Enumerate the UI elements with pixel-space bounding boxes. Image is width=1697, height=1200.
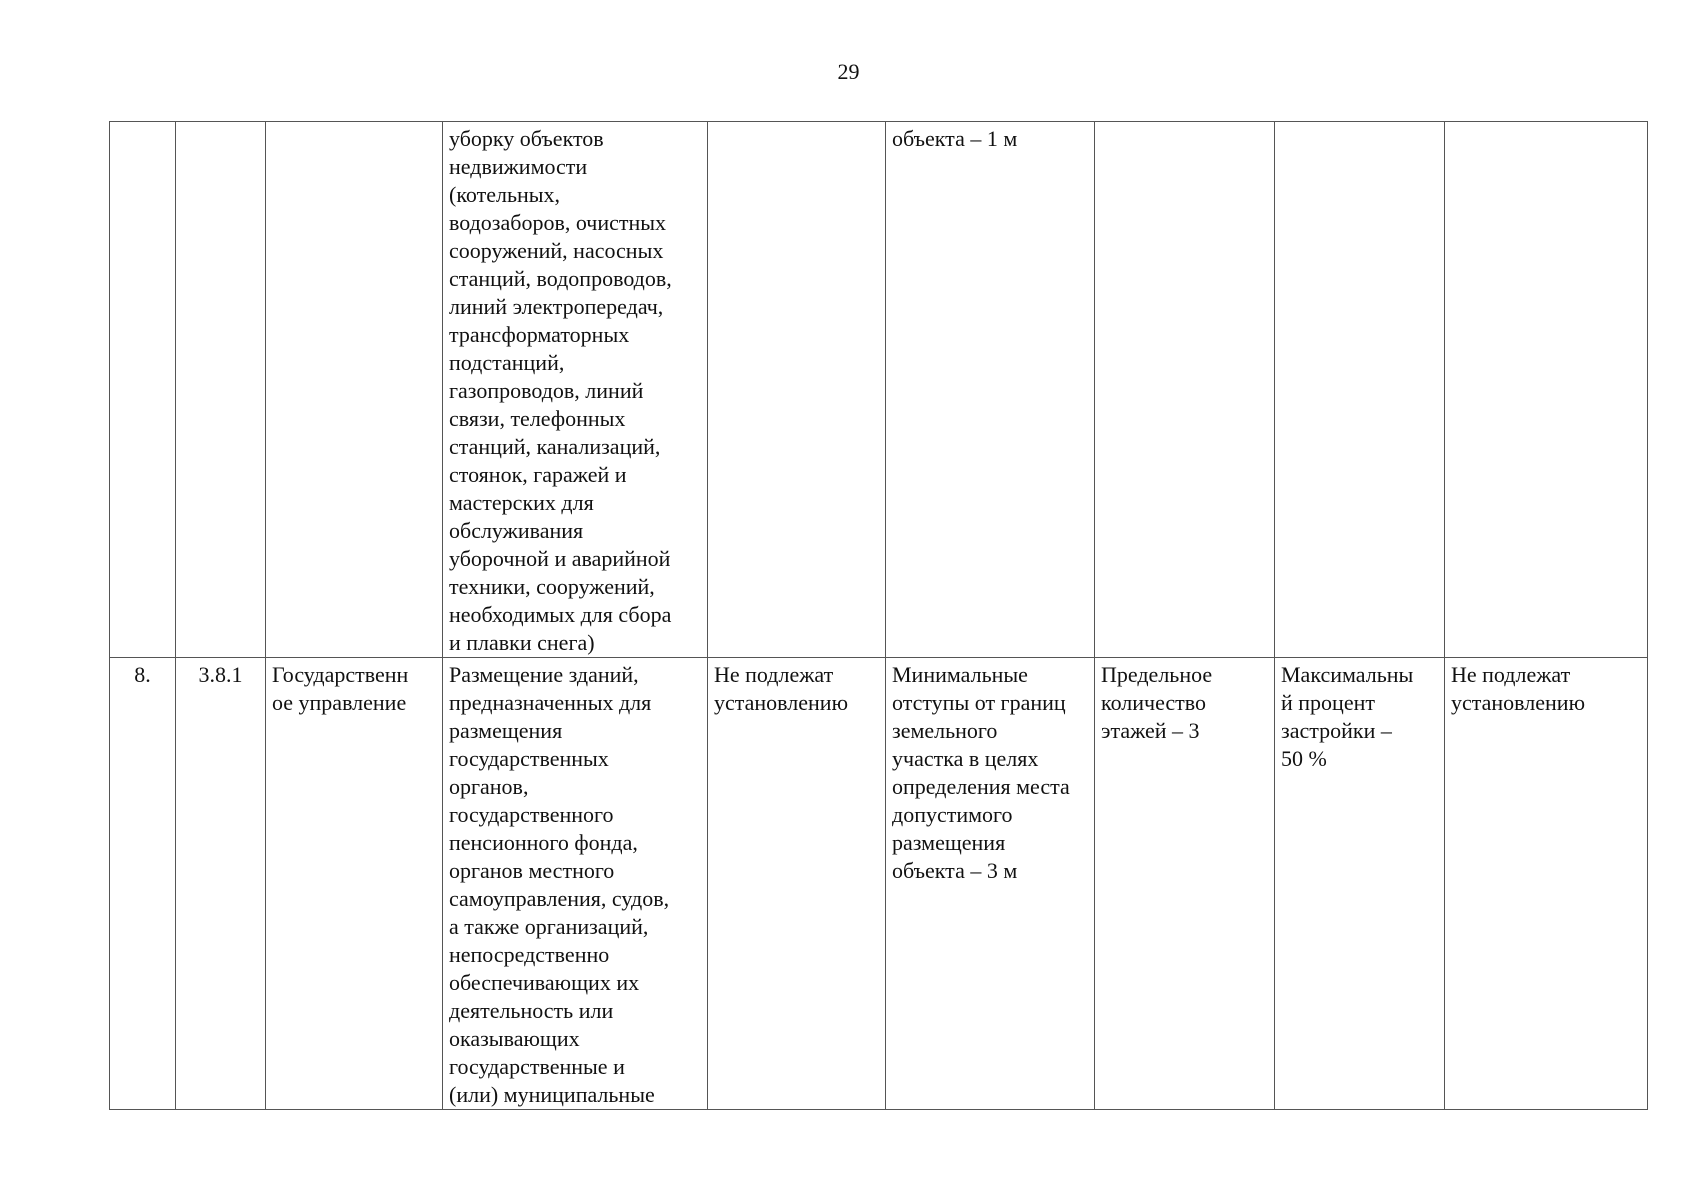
cell-floors	[1095, 122, 1275, 658]
cell-other: Не подлежат установлению	[1445, 658, 1648, 1110]
cell-other	[1445, 122, 1648, 658]
cell-setbacks: объекта – 1 м	[886, 122, 1095, 658]
cell-name	[266, 122, 443, 658]
table-row	[110, 122, 1648, 658]
cell-number: 8.	[110, 658, 176, 1110]
cell-plot-size	[708, 122, 886, 658]
table-row	[110, 658, 1648, 1110]
cell-coverage	[1275, 122, 1445, 658]
cell-description: уборку объектов недвижимости (котельных, водозаборов, очистных сооружений, насосных станций, водопроводов, линий электропередач, трансформаторных подстанций, газопроводов, линий связи, телефонных станций, канализаций, стоянок, гаражей и мастерских для обслуживания уборочной и аварийной техники, сооружений, необходимых для сбора и плавки снега)	[443, 122, 708, 658]
cell-code	[176, 122, 266, 658]
cell-number	[110, 122, 176, 658]
cell-plot-size: Не подлежат установлению	[708, 658, 886, 1110]
cell-coverage: Максимальны й процент застройки – 50 %	[1275, 658, 1445, 1110]
cell-name: Государственн ое управление	[266, 658, 443, 1110]
cell-code: 3.8.1	[176, 658, 266, 1110]
cell-description: Размещение зданий, предназначенных для размещения государственных органов, государственного пенсионного фонда, органов местного самоуправления, судов, а также организаций, непосредственно обеспечивающих их деятельность или оказывающих государственные и (или) муниципальные	[443, 658, 708, 1110]
cell-setbacks: Минимальные отступы от границ земельного участка в целях определения места допустимого размещения объекта – 3 м	[886, 658, 1095, 1110]
regulations-table	[109, 121, 1648, 1110]
cell-floors: Предельное количество этажей – 3	[1095, 658, 1275, 1110]
page-number: 29	[837, 59, 860, 84]
